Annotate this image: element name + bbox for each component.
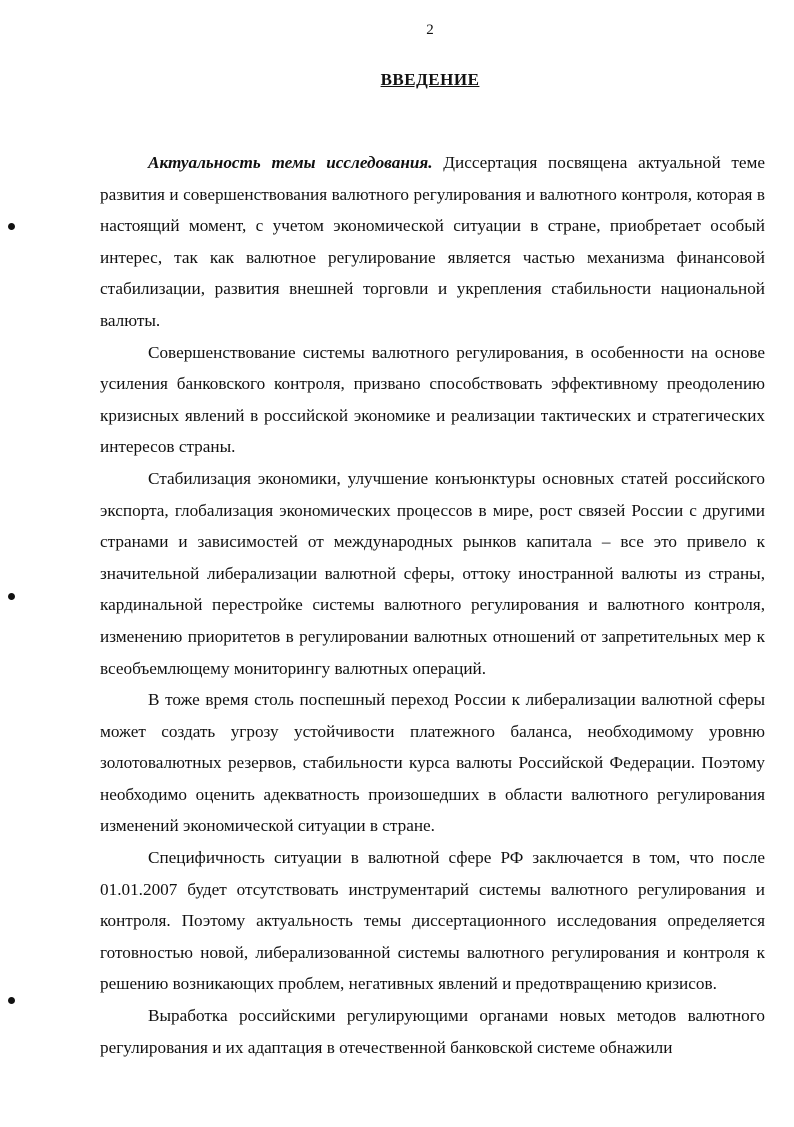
- paragraph: [100, 337, 765, 463]
- paragraph: [100, 684, 765, 842]
- page-title: ВВЕДЕНИЕ: [380, 70, 480, 89]
- paragraph-relevance: [100, 147, 765, 337]
- paragraph-text: Совершенствование системы валютного регулирования, в особенности на основе усиления банковского контроля, призвано способствовать эффективному преодолению кризисных явлений в российской экономике и реализации тактических и стратегических интересов страны.: [100, 342, 765, 457]
- document-body: [100, 147, 765, 1063]
- paragraph: [100, 463, 765, 684]
- binder-hole-mark: [8, 593, 15, 600]
- paragraph-text: В тоже время столь поспешный переход России к либерализации валютной сферы может создать угрозу устойчивости платежного баланса, необходимому уровню золотовалютных резервов, стабильности курса валюты Российской Федерации. Поэтому необходимо оценить адекватность произошедших в области валютного регулирования изменений экономической ситуации в стране.: [100, 690, 765, 836]
- paragraph: [100, 1000, 765, 1063]
- paragraph-text: Стабилизация экономики, улучшение конъюнктуры основных статей российского экспорта, глобализация экономических процессов в мире, рост связей России с другими странами и зависимостей от международных рынков капитала – все это привело к значительной либерализации валютной сферы, оттоку иностранной валюты из страны, кардинальной перестройке системы валютного регулирования и валютного контроля, изменению приоритетов в регулировании валютных отношений от запретительных мер к всеобъемлющему мониторингу валютных операций.: [100, 468, 765, 678]
- paragraph-text: Специфичность ситуации в валютной сфере РФ заключается в том, что после 01.01.2007 будет отсутствовать инструментарий системы валютного регулирования и контроля. Поэтому актуальность темы диссертационного исследования определяется готовностью новой, либерализованной системы валютного регулирования и контроля к решению возникающих проблем, негативных явлений и предотвращению кризисов.: [100, 848, 765, 994]
- paragraph-lead: Актуальность темы исследования.: [148, 153, 433, 172]
- paragraph-text: Выработка российскими регулирующими органами новых методов валютного регулирования и их адаптация в отечественной банковской системе обнажили: [100, 1006, 765, 1057]
- paragraph-text: Диссертация посвящена актуальной теме развития и совершенствования валютного регулирования и валютного контроля, которая в настоящий момент, с учетом экономической ситуации в стране, приобретает особый интерес, так как валютное регулирование является частью механизма финансовой стабилизации, развития внешней торговли и укрепления стабильности национальной валюты.: [100, 153, 765, 330]
- page-number: 2: [426, 22, 434, 38]
- binder-hole-mark: [8, 997, 15, 1004]
- binder-hole-mark: [8, 223, 15, 230]
- paragraph: [100, 842, 765, 1000]
